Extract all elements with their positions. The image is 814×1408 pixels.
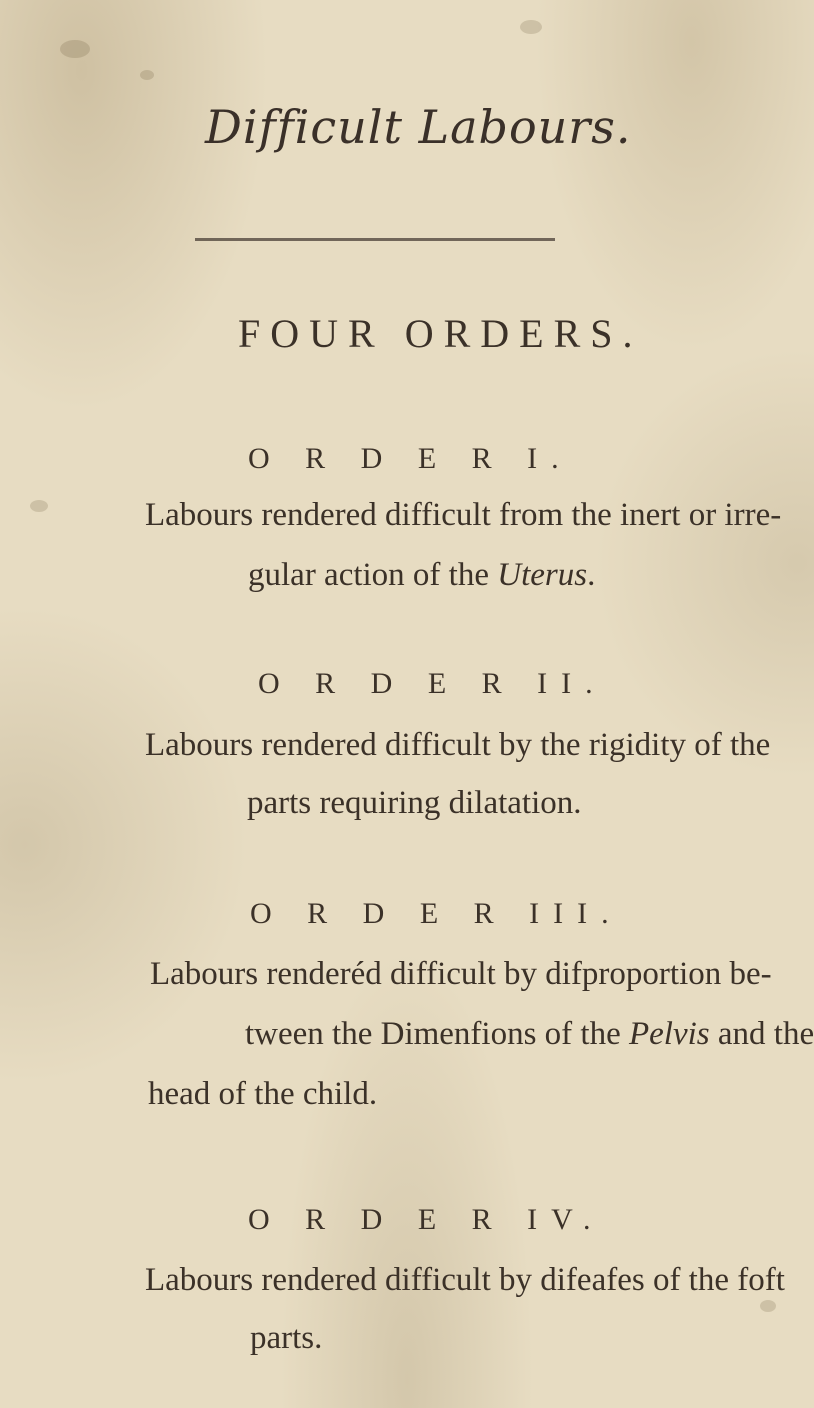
section-title: FOUR ORDERS. xyxy=(238,311,643,356)
order-2-line-1: Labours rendered difficult by the rigidity of the xyxy=(145,727,771,763)
foxing-spot xyxy=(760,1300,776,1312)
order-3-line-3: head of the child. xyxy=(148,1076,378,1112)
running-head: Difficult Labours. xyxy=(205,100,632,154)
order-4-line-2: parts. xyxy=(250,1320,323,1356)
foxing-spot xyxy=(30,500,48,512)
order-heading-4: O R D E R IV. xyxy=(248,1203,605,1236)
order-1-line-2: gular action of the Uterus. xyxy=(248,557,596,593)
foxing-spot xyxy=(140,70,154,80)
order-1-line-1: Labours rendered difficult from the inert or irre- xyxy=(145,497,782,533)
order-heading-1: O R D E R I. xyxy=(248,442,573,475)
order-3-line-1: Labours renderéd difficult by difproportion be- xyxy=(150,956,772,992)
order-2-line-2: parts requiring dilatation. xyxy=(247,785,582,821)
order-heading-2: O R D E R II. xyxy=(258,667,607,700)
foxing-spot xyxy=(520,20,542,34)
order-3-line-2: tween the Dimenfions of the Pelvis and the xyxy=(245,1016,814,1052)
header-rule xyxy=(195,238,555,241)
foxing-spot xyxy=(60,40,90,58)
order-heading-3: O R D E R III. xyxy=(250,897,623,930)
order-4-line-1: Labours rendered difficult by difeafes of the foft xyxy=(145,1262,785,1298)
